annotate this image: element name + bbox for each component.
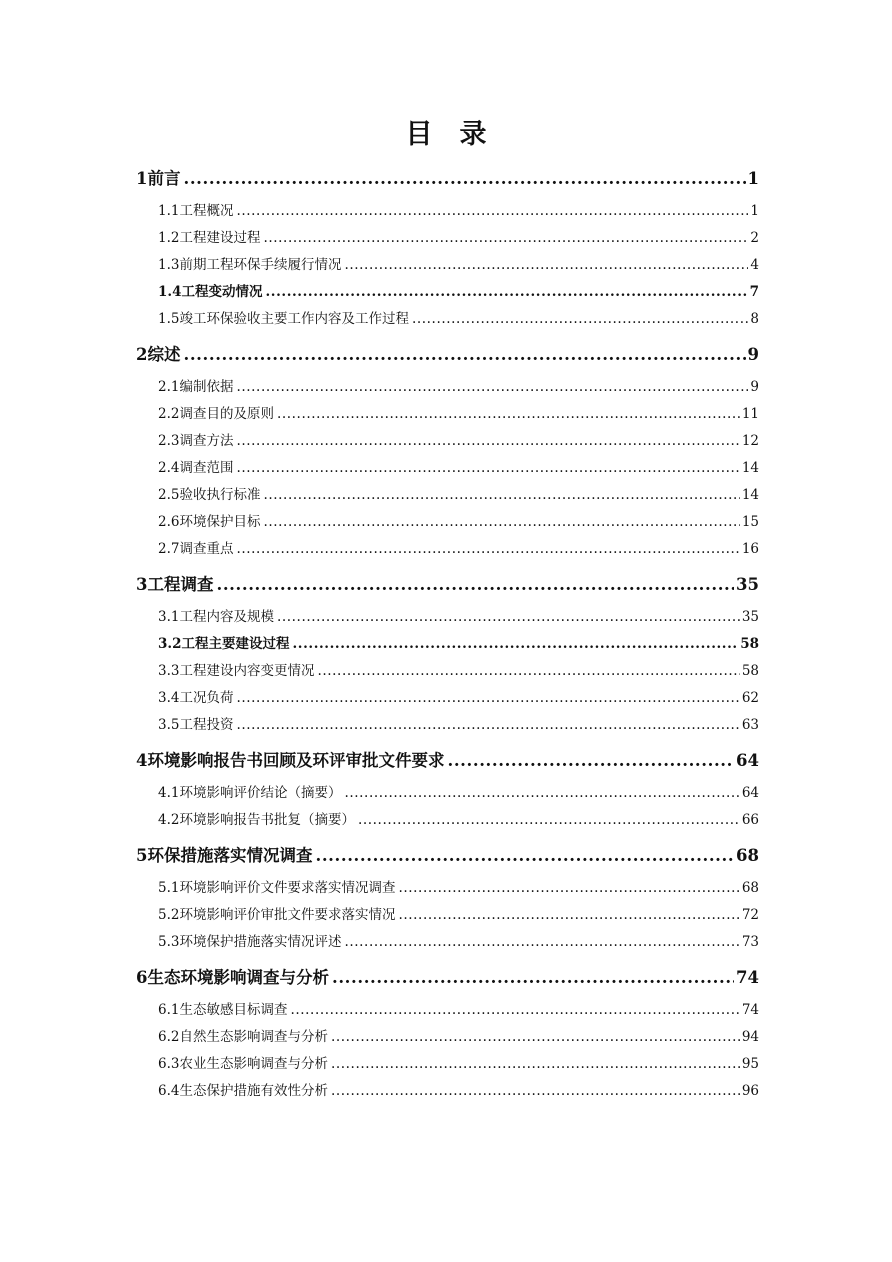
toc-dot-leader (412, 306, 748, 333)
toc-section-entry[interactable] (136, 780, 759, 807)
toc-entry-number: 1.2 (158, 230, 180, 246)
toc-entry-number: 1.1 (158, 203, 180, 219)
toc-entry-number: 2.7 (158, 541, 180, 557)
toc-entry-label: 自然生态影响调查与分析 (179, 1029, 328, 1045)
toc-dot-leader (263, 482, 739, 509)
toc-page-number: 95 (741, 1056, 759, 1072)
toc-entry-number: 4 (136, 751, 148, 770)
toc-section-entry[interactable] (136, 401, 759, 428)
toc-entry-label: 生态保护措施有效性分析 (179, 1083, 328, 1099)
toc-page-number: 64 (741, 785, 759, 801)
toc-page-number: 1 (750, 203, 759, 219)
toc-page-number: 1 (747, 169, 759, 188)
toc-entry-number: 6.2 (158, 1029, 180, 1045)
toc-entry-label: 生态敏感目标调查 (179, 1002, 288, 1018)
toc-page-number: 73 (741, 934, 759, 950)
toc-entry-number: 3.5 (158, 717, 180, 733)
toc-entry-number: 2.1 (158, 379, 180, 395)
toc-section-entry[interactable] (136, 225, 759, 252)
toc-section-entry[interactable] (136, 807, 759, 834)
toc-entry-number: 5 (136, 846, 148, 865)
toc-dot-leader (331, 1051, 740, 1078)
toc-section-entry[interactable] (136, 536, 759, 563)
toc-entry-label: 工况负荷 (179, 690, 234, 706)
toc-entry-label: 环保措施落实情况调查 (147, 846, 313, 865)
toc-entry-label: 工程变动情况 (181, 284, 263, 300)
toc-entry-number: 6.1 (158, 1002, 180, 1018)
toc-entry-label: 前言 (147, 169, 181, 188)
toc-entry-label: 综述 (147, 345, 181, 364)
toc-page-number: 16 (741, 541, 759, 557)
toc-title: 目 录 (405, 119, 487, 150)
toc-entry-label: 工程调查 (147, 575, 214, 594)
toc-page-number: 74 (741, 1002, 759, 1018)
toc-dot-leader (263, 509, 739, 536)
toc-entry-number: 3.4 (158, 690, 180, 706)
toc-entry-label: 竣工环保验收主要工作内容及工作过程 (179, 311, 409, 327)
toc-section-entry[interactable] (136, 712, 759, 739)
toc-chapter-entry[interactable] (136, 960, 759, 996)
toc-page-number: 96 (741, 1083, 759, 1099)
toc-page-number: 14 (741, 487, 759, 503)
toc-entry-number: 5.2 (158, 907, 180, 923)
toc-entry-number: 2.3 (158, 433, 180, 449)
toc-page-number: 94 (741, 1029, 759, 1045)
toc-entry-label: 工程内容及规模 (179, 609, 274, 625)
toc-section-entry[interactable] (136, 1078, 759, 1105)
toc-entry-number: 4.1 (158, 785, 180, 801)
toc-entry-label: 工程建设内容变更情况 (179, 663, 315, 679)
toc-section-entry[interactable] (136, 198, 759, 225)
toc-section-entry[interactable] (136, 374, 759, 401)
toc-dot-leader (277, 401, 740, 428)
toc-dot-leader (358, 807, 740, 834)
toc-dot-leader (277, 604, 740, 631)
toc-page-number: 15 (741, 514, 759, 530)
toc-section-entry[interactable] (136, 604, 759, 631)
toc-page-number: 58 (740, 636, 759, 652)
toc-entry-label: 环境影响评价文件要求落实情况调查 (179, 880, 396, 896)
toc-dot-leader (398, 875, 739, 902)
toc-section-entry[interactable] (136, 482, 759, 509)
toc-page-number: 8 (750, 311, 759, 327)
toc-dot-leader (331, 1024, 740, 1051)
toc-dot-leader (236, 428, 739, 455)
toc-entry-label: 工程建设过程 (179, 230, 261, 246)
toc-dot-leader (266, 279, 748, 306)
toc-dot-leader (236, 198, 748, 225)
toc-section-entry[interactable] (136, 428, 759, 455)
toc-page-number: 63 (741, 717, 759, 733)
toc-entry-label: 调查目的及原则 (179, 406, 274, 422)
toc-entry-number: 1.3 (158, 257, 180, 273)
toc-page-number: 9 (747, 345, 759, 364)
toc-page-number: 11 (741, 406, 759, 422)
toc-entry-number: 1.5 (158, 311, 180, 327)
toc-chapter-entry[interactable] (136, 161, 759, 197)
toc-page-number: 7 (749, 284, 759, 300)
toc-entry-label: 前期工程环保手续履行情况 (179, 257, 342, 273)
toc-list (136, 161, 759, 1105)
toc-dot-leader (331, 1078, 740, 1105)
toc-dot-leader (183, 337, 745, 373)
toc-page-number: 64 (736, 751, 759, 770)
toc-entry-label: 农业生态影响调查与分析 (179, 1056, 328, 1072)
toc-entry-label: 生态环境影响调查与分析 (147, 968, 329, 987)
toc-dot-leader (236, 712, 739, 739)
toc-entry-number: 2.6 (158, 514, 180, 530)
toc-entry-number: 3.2 (158, 636, 182, 652)
toc-page-number: 58 (741, 663, 759, 679)
toc-entry-number: 2.5 (158, 487, 180, 503)
toc-dot-leader (183, 161, 745, 197)
toc-section-entry[interactable] (136, 509, 759, 536)
toc-dot-leader (236, 455, 739, 482)
toc-entry-label: 工程投资 (179, 717, 234, 733)
toc-chapter-entry[interactable] (136, 838, 759, 874)
toc-dot-leader (317, 658, 739, 685)
toc-entry-label: 验收执行标准 (179, 487, 261, 503)
toc-entry-number: 2.2 (158, 406, 180, 422)
toc-page-number: 68 (741, 880, 759, 896)
toc-entry-label: 环境影响评价结论（摘要） (179, 785, 342, 801)
toc-dot-leader (332, 960, 734, 996)
toc-chapter-entry[interactable] (136, 337, 759, 373)
toc-chapter-entry[interactable] (136, 567, 759, 603)
toc-dot-leader (344, 929, 739, 956)
toc-dot-leader (344, 252, 748, 279)
toc-section-entry[interactable] (136, 997, 759, 1024)
toc-page-number: 66 (741, 812, 759, 828)
toc-entry-number: 6 (136, 968, 148, 987)
toc-page-number: 72 (741, 907, 759, 923)
toc-page-number: 14 (741, 460, 759, 476)
toc-section-entry[interactable] (136, 875, 759, 902)
toc-entry-number: 4.2 (158, 812, 180, 828)
toc-entry-number: 2.4 (158, 460, 180, 476)
toc-section-entry[interactable] (136, 252, 759, 279)
toc-page-number: 35 (736, 575, 759, 594)
toc-dot-leader (447, 743, 734, 779)
toc-section-entry[interactable] (136, 455, 759, 482)
toc-dot-leader (216, 567, 734, 603)
toc-page-number: 74 (736, 968, 759, 987)
toc-entry-label: 工程概况 (179, 203, 234, 219)
toc-dot-leader (398, 902, 739, 929)
toc-entry-number: 3.1 (158, 609, 180, 625)
toc-section-entry[interactable] (136, 306, 759, 333)
toc-section-entry[interactable] (136, 902, 759, 929)
toc-section-entry[interactable] (136, 685, 759, 712)
toc-page-number: 9 (750, 379, 759, 395)
toc-dot-leader (263, 225, 748, 252)
toc-entry-number: 6.3 (158, 1056, 180, 1072)
toc-chapter-entry[interactable] (136, 743, 759, 779)
toc-dot-leader (293, 631, 739, 658)
toc-entry-number: 3.3 (158, 663, 180, 679)
toc-entry-label: 环境保护措施落实情况评述 (179, 934, 342, 950)
toc-section-entry[interactable] (136, 658, 759, 685)
toc-entry-number: 3 (136, 575, 148, 594)
toc-entry-label: 调查重点 (179, 541, 234, 557)
toc-entry-number: 5.3 (158, 934, 180, 950)
toc-dot-leader (315, 838, 734, 874)
toc-page-number: 35 (741, 609, 759, 625)
toc-entry-label: 环境影响报告书批复（摘要） (179, 812, 355, 828)
toc-entry-label: 调查方法 (179, 433, 234, 449)
toc-section-entry[interactable] (136, 279, 759, 306)
toc-section-entry[interactable] (136, 631, 759, 658)
toc-section-entry[interactable] (136, 929, 759, 956)
toc-entry-number: 2 (136, 345, 148, 364)
toc-entry-label: 调查范围 (179, 460, 234, 476)
toc-entry-number: 6.4 (158, 1083, 180, 1099)
toc-page-number: 68 (736, 846, 759, 865)
toc-page-number: 62 (741, 690, 759, 706)
toc-section-entry[interactable] (136, 1051, 759, 1078)
toc-entry-label: 环境影响报告书回顾及环评审批文件要求 (147, 751, 445, 770)
toc-dot-leader (236, 536, 739, 563)
toc-page-number: 12 (741, 433, 759, 449)
toc-dot-leader (290, 997, 739, 1024)
toc-entry-number: 1.4 (158, 284, 182, 300)
toc-dot-leader (236, 685, 739, 712)
toc-page-number: 4 (750, 257, 759, 273)
toc-entry-label: 工程主要建设过程 (181, 636, 290, 652)
toc-entry-label: 环境保护目标 (179, 514, 261, 530)
toc-dot-leader (344, 780, 739, 807)
toc-entry-number: 5.1 (158, 880, 180, 896)
toc-section-entry[interactable] (136, 1024, 759, 1051)
toc-dot-leader (236, 374, 748, 401)
toc-entry-number: 1 (136, 169, 148, 188)
toc-entry-label: 编制依据 (179, 379, 234, 395)
toc-page-number: 2 (750, 230, 759, 246)
toc-entry-label: 环境影响评价审批文件要求落实情况 (179, 907, 396, 923)
